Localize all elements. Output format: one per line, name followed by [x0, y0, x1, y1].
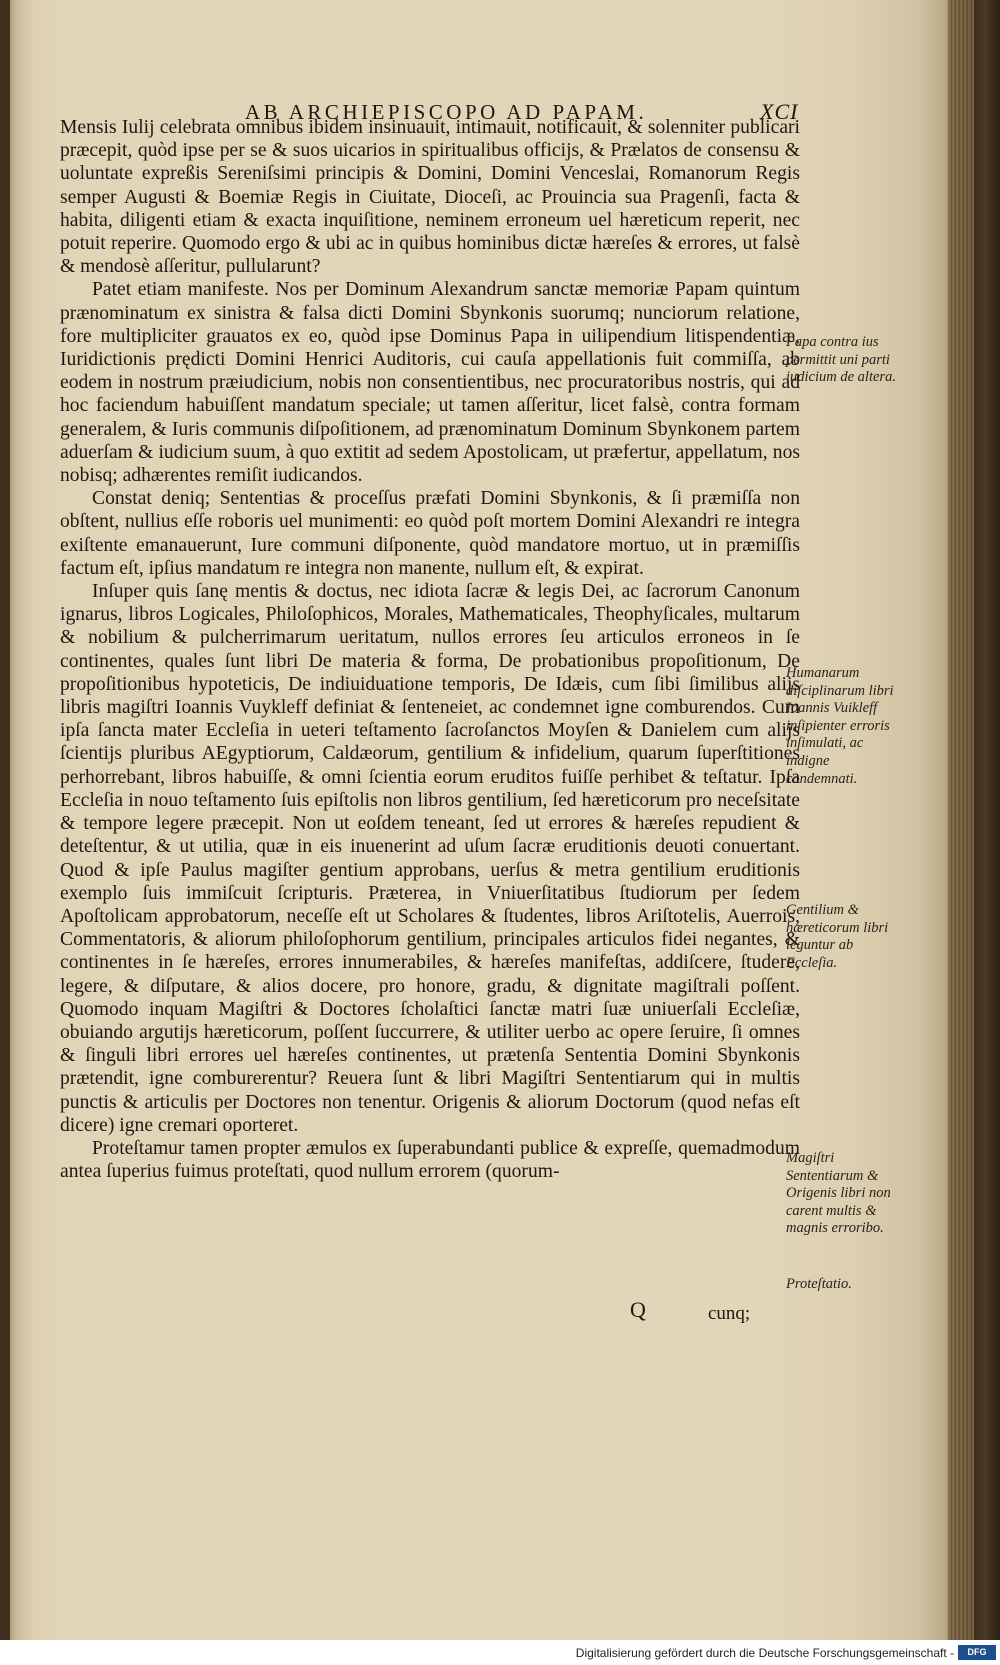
- page-edges: [948, 0, 974, 1640]
- paragraph: Inſuper quis ſanę mentis & doctus, nec idiota ſacræ & legis Dei, ac ſacrorum Canonum ignarus, libros Logicales, Philoſophicos, Morales, Mathematicales, Theophyſicales, multarum & nobilium & pulcherrimarum ueritatum, nullos errores ſeu articulos erroneos in ſe continentes, quales ſunt libri De materia & forma, De probationibus propoſitionum, De propoſitionibus hypoteticis, De indiuiduatione temporis, De Idæis, cum ſibi ſimilibus alijs libris magiſtri Ioannis Vuykleff definiat & ſenteneiet, ac condemnet igne comburendos. Cum ipſa ſancta mater Eccleſia in ueteri teſtamento ſacroſanctos Moyſen & Danielem cum alijs ſcientijs pluribus AEgyptiorum, Caldæorum, gentilium & infidelium, quarum ſuperſtitiones perhorrebant, libros habuiſſe, & omni ſcientia eorum eruditos fuiſſe perhibet & teſtatur. Ipſa Eccleſia in nouo teſtamento ſuis epiſtolis non libros gentilium, ſed hæreticorum pro neceſsitate & tempore legere præcepit. Non ut eoſdem teneant, ſed ut errores & hæreſes repudient & deteſtentur, & ut utilia, quæ in eis inuenerint ad uſum ſacræ eruditionis deuoti conuertant. Quod & ipſe Paulus magiſter gentium approbans, uerſus & metra gentilium eruditionis exemplo ſuis immiſcuit ſcripturis. Præterea, in Vniuerſitatibus ſtudiorum per ſedem Apoſtolicam approbatorum, neceſſe eſt ut Scholares & ſtudentes, libros Ariſtotelis, Auerrois, Commentatoris, & aliorum philoſophorum gentilium, principales articulos fidei negantes, & continentes in ſe hæreſes, errores innumerabiles, & hæreſes manifeſtas, addiſcere, ſtudere, legere, & diſputare, & alios docere, pro honore, gradu, & dignitate magiſtrali poſſent. Quomodo inquam Magiſtri & Doctores ſcholaſtici ſanctæ matri ſuæ uniuerſali Eccleſiæ, obuiando argutijs hæreticorum, poſſent ſuccurrere, & utiliter uerbo ac opere ſeruire, ſi omnes & ſinguli libri errores uel hæreſes continentes, ut prætenſa Sententia Domini Sbynkonis prætendit, igne comburerentur? Reuera ſunt & libri Magiſtri Sententiarum qui in multis punctis & articulis per Doctores non tenentur. Origenis & aliorum Doctorum (quod nefas eſt dicere) igne cremari oporteret.: [60, 581, 800, 1136]
- signature-mark: Q: [630, 1297, 646, 1322]
- paragraph: Patet etiam manifeste. Nos per Dominum Alexandrum sanctæ memoriæ Papam quintum prænominatum ex sinistra & falsa dicti Domini Sbynkonis suorumq; nunciorum relatione, fore multipliciter grauatos ex eo, quòd ipse Dominus Papa in uilipendium litispendentiæ, Iuridictionis prędicti Domini Henrici Auditoris, cui cauſa appellationis fuit commiſſa, ab eodem in nostrum præiudicium, nobis non consentientibus, nec procuratoribus nostris, qui ad hoc faciendum habuiſſent mandatum speciale; ut tamen aſſeritur, licet falsè, contra formam generalem, & Iuris communis diſpoſitionem, ad prænominatum Dominum Sbynkonem partem aduerſam & iudicium suum, à quo extitit ad sedem Apostolicam, ut præfertur, appellatum, nos nobisq; adhærentes remiſit iudicandos.: [60, 279, 800, 487]
- marginal-note: Humanarum diſciplinarum libri Ioannis Vuikleff inſipienter erroris inſimulati, ac indigne condemnati.: [786, 665, 894, 787]
- marginal-note: Proteſtatio.: [786, 1276, 852, 1292]
- gutter-shadow: [0, 0, 10, 1640]
- marginal-note: Papa contra ius permittit uni parti iudicium de altera.: [786, 334, 896, 386]
- paragraph: Constat deniq; Sententias & proceſſus præfati Domini Sbynkonis, & ſi præmiſſa non obſtent, nullius eſſe roboris uel munimenti: eo quòd poſt mortem Domini Alexandri re integra exiſtente emanauerunt, Iure communi diſponente, quòd mandatore mortuo, ut in præmiſſis factum eſt, ipſius mandatum re integra non manente, nullum eſt, & expirat.: [60, 488, 800, 579]
- paragraph: Proteſtamur tamen propter æmulos ex ſuperabundanti publice & expreſſe, quemadmodum antea ſuperius fuimus proteſtati, quod nullum errorem (quorum-: [60, 1137, 800, 1183]
- marginal-note: Gentilium & hæreticorum libri leguntur ab Eccleſia.: [786, 902, 889, 971]
- running-head: AB ARCHIEPISCOPO AD PAPAM.: [245, 100, 648, 124]
- paragraph: Mensis Iulij celebrata omnibus ibidem insinuauit, intimauit, notificauit, & solenniter publicari præcepit, quòd ipse per se & suos uicarios in spiritualibus officijs, & Prælatos de consensu & uoluntate expreßis Sereniſsimi principis & Domini, Domini Venceslai, Romanorum Regis semper Augusti & Boemiæ Regis in Ciuitate, Dioceſi, ac Prouincia sua Pragenſi, facta & habita, diligenti etiam & exacta inquiſitione, neminem erroneum uel hæreticum reperit, nec potuit reperire. Quomodo ergo & ubi ac in quibus hominibus dictæ hæreſes & errores, ut falsè & mendosè aſſeritur, pullularunt?: [60, 117, 800, 278]
- marginal-note: Magiſtri Sententiarum & Origenis libri non carent multis & magnis erroribo.: [786, 1150, 891, 1237]
- main-text-block: [60, 116, 800, 1183]
- folio-number: XCI: [760, 99, 799, 124]
- catchword: cunq;: [708, 1303, 751, 1324]
- footer-credit: Digitalisierung gefördert durch die Deutsche Forschungsgemeinschaft -: [575, 1646, 954, 1660]
- dfg-logo: DFG: [958, 1645, 996, 1660]
- digitization-footer: [0, 1640, 1000, 1665]
